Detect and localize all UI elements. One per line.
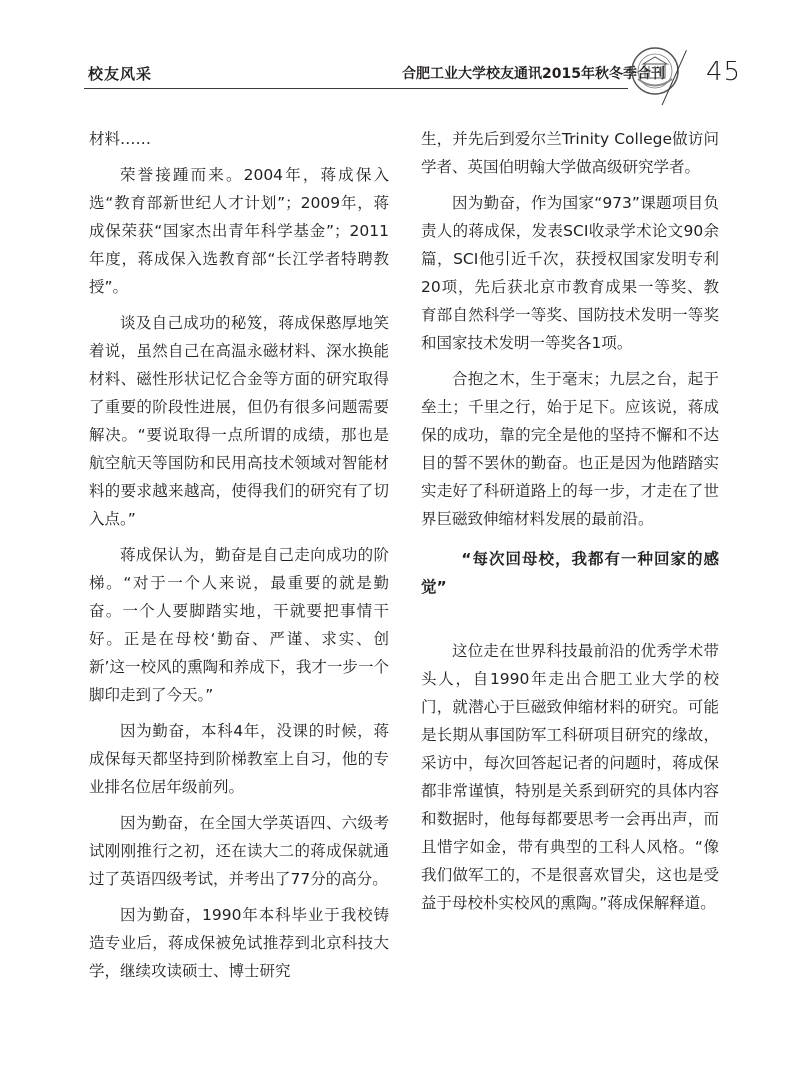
section-subheading: “每次回母校，我都有一种回家的感觉” (421, 550, 719, 596)
section-label: 校友风采 (88, 65, 153, 83)
paragraph: 蒋成保认为，勤奋是自己走向成功的阶梯。“对于一个人来说，最重要的就是勤奋。一个人要脚踏实地，干就要把事情干好。正是在母校‘勤奋、严谨、求实、创新’这一校风的熏陶和养成下，我才一步一个脚印走到了今天。” (89, 546, 389, 704)
page-number: 45 (706, 57, 742, 87)
header-rule (84, 88, 628, 89)
paragraph: 因为勤奋，1990年本科毕业于我校铸造专业后，蒋成保被免试推荐到北京科技大学，继续攻读硕士、博士研究 (89, 906, 389, 980)
publication-title: 合肥工业大学校友通讯2015年秋冬季合刊 (402, 66, 665, 82)
paragraph: 因为勤奋，本科4年，没课的时候，蒋成保每天都坚持到阶梯教室上自习，他的专业排名位居年级前列。 (89, 722, 389, 796)
university-seal-icon (630, 46, 680, 96)
page-header (0, 0, 800, 112)
right-column (421, 125, 719, 925)
paragraph: 生，并先后到爱尔兰Trinity College做访问学者、英国伯明翰大学做高级研究学者。 (421, 130, 719, 176)
paragraph: 合抱之木，生于毫末；九层之台，起于垒土；千里之行，始于足下。应该说，蒋成保的成功，靠的完全是他的坚持不懈和不达目的誓不罢休的勤奋。也正是因为他踏踏实实走好了科研道路上的每一步，才走在了世界巨磁致伸缩材料发展的最前沿。 (421, 370, 719, 528)
paragraph: 材料…… (89, 130, 152, 148)
paragraph: 因为勤奋，作为国家“973”课题项目负责人的蒋成保，发表SCI收录学术论文90余篇，SCI他引近千次，获授权国家发明专利20项，先后获北京市教育成果一等奖、教育部自然科学一等奖、国防技术发明一等奖和国家技术发明一等奖各1项。 (421, 194, 719, 352)
paragraph: 荣誉接踵而来。2004年，蒋成保入选“教育部新世纪人才计划”；2009年，蒋成保荣获“国家杰出青年科学基金”；2011年度，蒋成保入选教育部“长江学者特聘教授”。 (89, 166, 389, 296)
paragraph: 这位走在世界科技最前沿的优秀学术带头人，自1990年走出合肥工业大学的校门，就潜心于巨磁致伸缩材料的研究。可能是长期从事国防军工科研项目研究的缘故，采访中，每次回答起记者的问题时，蒋成保都非常谨慎，特别是关系到研究的具体内容和数据时，他每每都要思考一会再出声，而且惜字如金，带有典型的工科人风格。“像我们做军工的，不是很喜欢冒尖，这也是受益于母校朴实校风的熏陶。”蒋成保解释道。 (421, 642, 719, 912)
paragraph: 因为勤奋，在全国大学英语四、六级考试刚刚推行之初，还在读大二的蒋成保就通过了英语四级考试，并考出了77分的高分。 (89, 814, 389, 888)
paragraph: 谈及自己成功的秘笈，蒋成保憨厚地笑着说，虽然自己在高温永磁材料、深水换能材料、磁性形状记忆合金等方面的研究取得了重要的阶段性进展，但仍有很多问题需要解决。“要说取得一点所谓的成绩，那也是航空航天等国防和民用高技术领域对智能材料的要求越来越高，使得我们的研究有了切入点。” (89, 314, 389, 528)
left-column (89, 125, 389, 993)
